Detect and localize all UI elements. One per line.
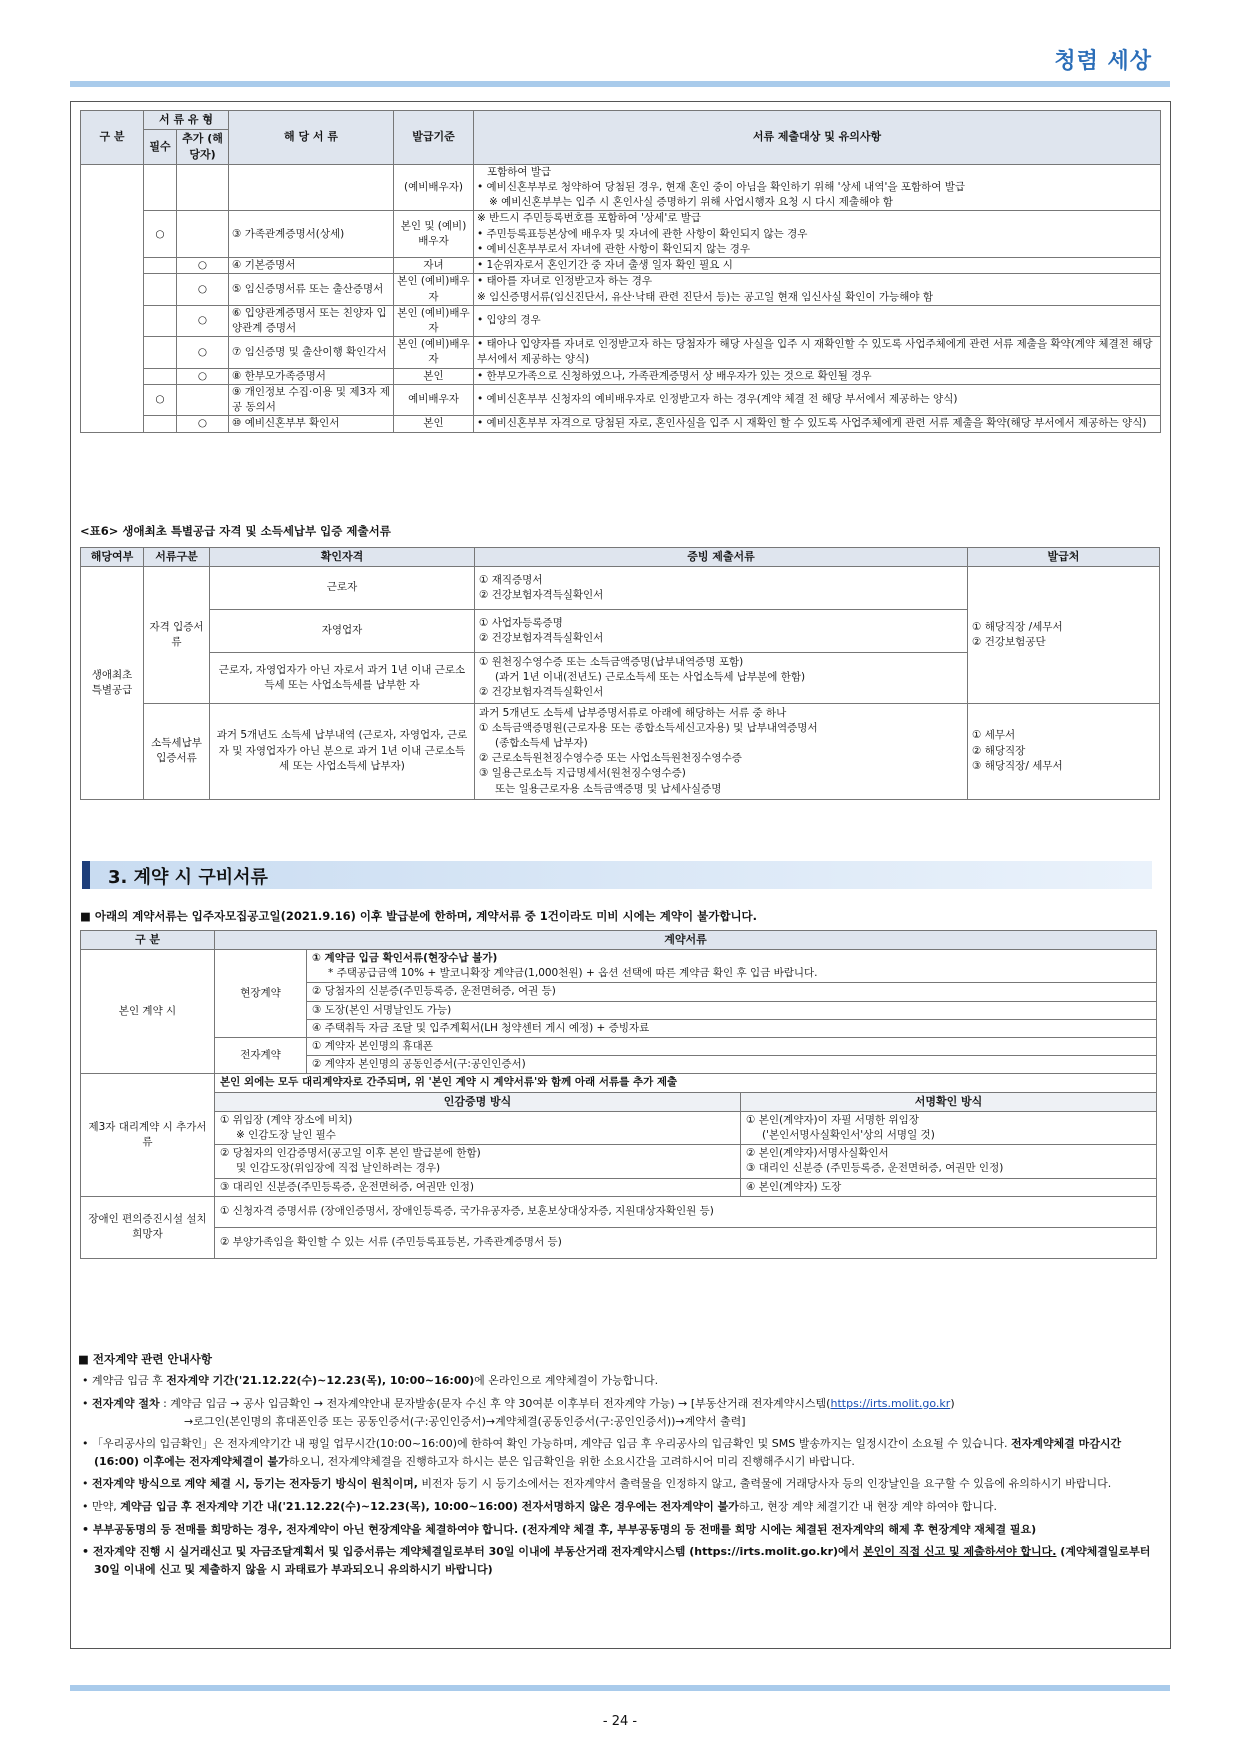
header-proof-docs: 증빙 제출서류 xyxy=(475,548,968,567)
header-required: 필수 xyxy=(144,129,177,164)
guide-title: ■ 전자계약 관련 안내사항 xyxy=(78,1352,212,1366)
section-title: 3. 계약 시 구비서류 xyxy=(108,867,268,888)
header-qualification: 확인자격 xyxy=(210,548,475,567)
table-row: ○ ⑨ 개인정보 수집·이용 및 제3자 제공 동의서 예비배우자 • 예비신혼부부 신청자의 예비배우자로 인정받고자 하는 경우(계약 체결 전 해당 부서에서 제공하는 양식) xyxy=(81,384,1161,415)
table-row: ④ 주택취득 자금 조달 및 입주계획서(LH 청약센터 게시 예정) + 증빙자료 xyxy=(81,1019,1157,1037)
list-item: • 「우리공사의 입금확인」은 전자계약기간 내 평일 업무시간(10:00~16:00)에 한하여 확인 가능하며, 계약금 입금 후 우리공사의 입금확인 및 SMS 발송까지는 일정시간이 소요될 수 있습니다. 전자계약체결 마감시간(16:00) 이후에는 전자계약체결이 불가하오니, 전자계약체결을 진행하고자 하시는 분은 입금확인을 위한 소요시간을 고려하시어 미리 진행해주시기 바랍니다. xyxy=(82,1437,1122,1468)
table-row: 장애인 편의증진시설 설치 희망자 ① 신청자격 증명서류 (장애인증명서, 장애인등록증, 국가유공자증, 보훈보상대상자증, 지원대상자확인원 등) xyxy=(81,1196,1157,1227)
table-row: 전자계약 ① 계약자 본인명의 휴대폰 xyxy=(81,1038,1157,1056)
table-row: ② 계약자 본인명의 공동인증서(구:공인인증서) xyxy=(81,1056,1157,1074)
header-issuer: 발급처 xyxy=(968,548,1160,567)
list-item: • 만약, 계약금 입금 후 전자계약 기간 내('21.12.22(수)~12.23(목), 10:00~16:00) 전자서명하지 않은 경우에는 전자계약이 불가하고, 현장 계약 체결기간 내 현장 계약 하여야 합니다. xyxy=(82,1499,998,1513)
header-seal-method: 인감증명 방식 xyxy=(215,1092,741,1111)
header-notes: 서류 제출대상 및 유의사항 xyxy=(474,111,1161,165)
bottom-divider xyxy=(70,1685,1170,1691)
table6-caption: <표6> 생애최초 특별공급 자격 및 소득세납부 입증 제출서류 xyxy=(80,524,391,538)
table-row: ○ ⑧ 한부모가족증명서 본인 • 한부모가족으로 신청하였으나, 가족관계증명서 상 배우자가 있는 것으로 확인될 경우 xyxy=(81,368,1161,384)
table-row: ○ ⑥ 입양관계증명서 또는 친양자 입양관계 증명서 본인 (예비)배우자 • 입양의 경우 xyxy=(81,305,1161,336)
table-row: ② 당첨자의 신분증(주민등록증, 운전면허증, 여권 등) xyxy=(81,983,1157,1001)
table-row: 자영업자 ① 사업자등록증명 ② 건강보험자격득실확인서 xyxy=(81,609,1160,652)
contract-notice: ■ 아래의 계약서류는 입주자모집공고일(2021.9.16) 이후 발급분에 한하며, 계약서류 중 1건이라도 미비 시에는 계약이 불가합니다. xyxy=(80,909,758,923)
list-item: • 전자계약 진행 시 실거래신고 및 자금조달계획서 및 입증서류는 계약체결일로부터 30일 이내에 부동산거래 전자계약시스템 (https://irts.molit.go.kr)에서 본인이 직접 신고 및 제출하셔야 합니다. (계약체결일로부터 30일 이내에 신고 및 제출하지 않을 시 과태료가 부과되오니 유의하시기 바랍니다) xyxy=(82,1545,1151,1576)
table-row: ○ ④ 기본증명서 자녀 • 1순위자로서 혼인기간 중 자녀 출생 일자 확인 필요 시 xyxy=(81,258,1161,274)
first-home-table xyxy=(80,547,1160,800)
e-contract-guide xyxy=(78,1350,1163,1583)
table-row: ③ 대리인 신분증(주민등록증, 운전면허증, 여권만 인정) ④ 본인(계약자) 도장 xyxy=(81,1178,1157,1196)
list-item: • 전자계약 절차 : 계약금 입금 → 공사 입금확인 → 전자계약안내 문자발송(문자 수신 후 약 30여분 이후부터 전자계약 가능) → [부동산거래 전자계약시스템(https://irts.molit.go.kr) →로그인(본인명의 휴대폰인증 또는 공동인증서(구:공인인증서)→계약체결(공동인증서(구:공인인증서))→계약서 출력] xyxy=(82,1396,955,1428)
table-row: ② 부양가족임을 확인할 수 있는 서류 (주민등록표등본, 가족관계증명서 등) xyxy=(81,1227,1157,1258)
header-additional: 추가 (해당자) xyxy=(177,129,229,164)
header-issue-basis: 발급기준 xyxy=(394,111,474,165)
table-row: 본인 계약 시 현장계약 ① 계약금 입금 확인서류(현장수납 불가) * 주택공급금액 10% + 발코니확장 계약금(1,000천원) + 옵션 선택에 따른 계약금 확인 후 입금 바랍니다. xyxy=(81,949,1157,982)
header-doc-type: 서 류 유 형 xyxy=(144,111,229,130)
table-row: (예비배우자) 포함하여 발급 • 예비신혼부부로 청약하여 당첨된 경우, 현재 혼인 중이 아님을 확인하기 위해 '상세 내역'을 포함하여 발급 ※ 예비신혼부부는 입주 시 혼인사실 증명하기 위해 사업시행자 요청 시 다시 제출해야 함 xyxy=(81,164,1161,211)
table-row: 제3자 대리계약 시 추가서류 본인 외에는 모두 대리계약자로 간주되며, 위 '본인 계약 시 계약서류'와 함께 아래 서류를 추가 제출 xyxy=(81,1074,1157,1092)
contract-docs-table xyxy=(80,930,1157,1259)
brand-logo: 청렴 세상 xyxy=(1054,49,1152,74)
header-doc-class: 서류구분 xyxy=(144,548,210,567)
header-sign-method: 서명확인 방식 xyxy=(741,1092,1157,1111)
header-applies: 해당여부 xyxy=(81,548,144,567)
header-document: 해 당 서 류 xyxy=(229,111,394,165)
table-row: 생애최초 특별공급 자격 입증서류 근로자 ① 재직증명서 ② 건강보험자격득실확인서 ① 해당직장 /세무서 ② 건강보험공단 xyxy=(81,566,1160,609)
list-item: • 부부공동명의 등 전매를 희망하는 경우, 전자계약이 아닌 현장계약을 체결하여야 합니다. (전자계약 체결 후, 부부공동명의 등 전매를 희망 시에는 체결된 전자계약의 해제 후 현장계약 재체결 필요) xyxy=(82,1522,1037,1536)
table-row: ③ 도장(본인 서명날인도 가능) xyxy=(81,1001,1157,1019)
section-header xyxy=(82,861,1152,889)
list-item: • 전자계약 방식으로 계약 체결 시, 등기는 전자등기 방식이 원칙이며, 비전자 등기 시 등기소에서는 전자계약서 출력물을 인정하지 않고, 출력물에 거래당사자 등의 인장날인을 요구할 수 있음에 유의하시기 바랍니다. xyxy=(82,1477,1112,1491)
table-row: ○ ③ 가족관계증명서(상세) 본인 및 (예비)배우자 ※ 반드시 주민등록번호를 포함하여 '상세'로 발급 • 주민등록표등본상에 배우자 및 자녀에 관한 사항이 확인되지 않는 경우 • 예비신혼부부로서 자녀에 관한 사항이 확인되지 않는 경우 xyxy=(81,211,1161,258)
table-row: ○ ⑤ 임신증명서류 또는 출산증명서 본인 (예비)배우자 • 태아를 자녀로 인정받고자 하는 경우 ※ 임신증명서류(임신진단서, 유산·낙태 관련 진단서 등)는 공고일 현재 임신사실 확인이 가능해야 함 xyxy=(81,274,1161,305)
table-row: ○ ⑩ 예비신혼부부 확인서 본인 • 예비신혼부부 자격으로 당첨된 자로, 혼인사실을 입주 시 재확인 할 수 있도록 사업주체에게 관련 서류 제출을 확약(해당 부서에서 제공하는 양식) xyxy=(81,416,1161,432)
table-row: ② 당첨자의 인감증명서(공고일 이후 본인 발급분에 한함) 및 인감도장(위임장에 직접 날인하려는 경우) ② 본인(계약자)서명사실확인서 ③ 대리인 신분증 (주민등록증, 운전면허증, 여권만 인정) xyxy=(81,1145,1157,1178)
header-division: 구 분 xyxy=(81,931,215,950)
header-division: 구 분 xyxy=(81,111,144,165)
list-item: • 계약금 입금 후 전자계약 기간('21.12.22(수)~12.23(목), 10:00~16:00)에 온라인으로 계약체결이 가능합니다. xyxy=(82,1374,659,1388)
table-row: ○ ⑦ 임신증명 및 출산이행 확인각서 본인 (예비)배우자 • 태아나 입양자를 자녀로 인정받고자 하는 당첨자가 해당 사실을 입주 시 재확인할 수 있도록 사업주체에게 관련 서류 제출을 확약(계약 체결전 해당 부서에서 제공하는 양식) xyxy=(81,337,1161,368)
page-number: - 24 - xyxy=(602,1714,638,1729)
header-contract-docs: 계약서류 xyxy=(215,931,1157,950)
table-row: 근로자, 자영업자가 아닌 자로서 과거 1년 이내 근로소득세 또는 사업소득세를 납부한 자 ① 원천징수영수증 또는 소득금액증명(납부내역증명 포함) (과거 1년 이내(전년도) 근로소득세 또는 사업소득세 납부분에 한함) ② 건강보험자격득실확인서 xyxy=(81,652,1160,703)
table-row: 소득세납부 입증서류 과거 5개년도 소득세 납부내역 (근로자, 자영업자, 근로자 및 자영업자가 아닌 분으로 과거 1년 이내 근로소득세 또는 사업소득세 납부자) 과거 5개년도 소득세 납부증명서류로 아래에 해당하는 서류 중 하나 ① 소득금액증명원(근로자용 또는 종합소득세신고자용) 및 납부내역증명서 (종합소득세 납부자) ② 근로소득원천징수영수증 또는 사업소득원천징수영수증 ③ 일용근로소득 지급명세서(원천징수영수증) 또는 일용근로자용 소득금액증명 및 납세사실증명 ① 세무서 ② 해당직장 ③ 해당직장/ 세무서 xyxy=(81,703,1160,799)
documents-table xyxy=(80,110,1161,433)
table-row: ① 위임장 (계약 장소에 비치) ※ 인감도장 날인 필수 ① 본인(계약자)이 자필 서명한 위임장 ('본인서명사실확인서'상의 서명일 것) xyxy=(81,1111,1157,1144)
irts-link[interactable]: https://irts.molit.go.kr xyxy=(830,1396,951,1410)
top-divider xyxy=(70,81,1170,87)
